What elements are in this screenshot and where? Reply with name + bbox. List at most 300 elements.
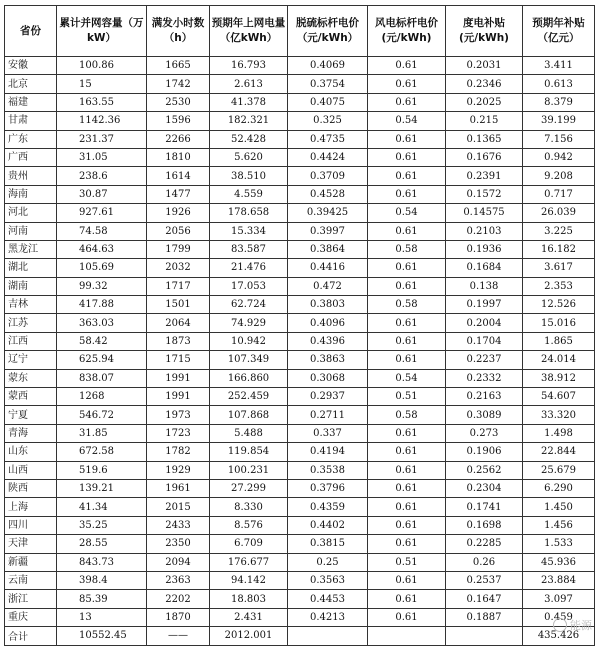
cell-wind-price: 0.61	[368, 57, 446, 75]
cell-coal-price: 0.4424	[288, 148, 368, 166]
cell-wind-price: 0.58	[368, 406, 446, 424]
cell-subsidy-per-kwh: 0.26	[446, 553, 523, 571]
cell-province: 浙江	[5, 590, 57, 608]
cell-subsidy-per-kwh: 0.215	[446, 112, 523, 130]
cell-energy: 182.321	[210, 112, 288, 130]
cell-province: 安徽	[5, 57, 57, 75]
cell-annual-subsidy: 15.016	[523, 314, 595, 332]
cell-energy: 2.613	[210, 75, 288, 93]
cell-wind-price: 0.54	[368, 112, 446, 130]
cell-capacity: 35.25	[57, 516, 147, 534]
table-row	[5, 424, 595, 442]
cell-energy: 16.793	[210, 57, 288, 75]
total-hours: ——	[147, 627, 210, 645]
cell-energy: 8.576	[210, 516, 288, 534]
header-capacity: 累计并网容量（万kW）	[57, 6, 147, 57]
cell-wind-price: 0.51	[368, 388, 446, 406]
cell-hours: 1614	[147, 167, 210, 185]
cell-coal-price: 0.3796	[288, 479, 368, 497]
cell-province: 甘肃	[5, 112, 57, 130]
cell-energy: 100.231	[210, 461, 288, 479]
watermark	[553, 617, 592, 633]
cell-capacity: 31.05	[57, 148, 147, 166]
cell-province: 河南	[5, 222, 57, 240]
cell-hours: 2202	[147, 590, 210, 608]
cell-subsidy-per-kwh: 0.1684	[446, 259, 523, 277]
total-energy: 2012.001	[210, 627, 288, 645]
cell-annual-subsidy: 7.156	[523, 130, 595, 148]
cell-coal-price: 0.3754	[288, 75, 368, 93]
cell-subsidy-per-kwh: 0.2304	[446, 479, 523, 497]
cell-coal-price: 0.4075	[288, 93, 368, 111]
table-row	[5, 240, 595, 258]
cell-hours: 2433	[147, 516, 210, 534]
cell-subsidy-per-kwh: 0.1906	[446, 443, 523, 461]
cell-energy: 18.803	[210, 590, 288, 608]
cell-annual-subsidy: 1.498	[523, 424, 595, 442]
cell-wind-price: 0.61	[368, 571, 446, 589]
cell-energy: 41.378	[210, 93, 288, 111]
cell-hours: 1717	[147, 277, 210, 295]
cell-subsidy-per-kwh: 0.2537	[446, 571, 523, 589]
cell-annual-subsidy: 0.942	[523, 148, 595, 166]
header-energy: 预期年上网电量（亿kWh）	[210, 6, 288, 57]
table-row	[5, 93, 595, 111]
total-annual-subsidy: 435.426	[523, 627, 595, 645]
cell-energy: 52.428	[210, 130, 288, 148]
cell-wind-price: 0.61	[368, 259, 446, 277]
cell-energy: 27.299	[210, 479, 288, 497]
cell-wind-price: 0.61	[368, 75, 446, 93]
cell-province: 蒙东	[5, 369, 57, 387]
cell-subsidy-per-kwh: 0.1365	[446, 130, 523, 148]
cell-coal-price: 0.4396	[288, 332, 368, 350]
cell-annual-subsidy: 39.199	[523, 112, 595, 130]
cell-hours: 1991	[147, 369, 210, 387]
table-row	[5, 351, 595, 369]
cell-province: 海南	[5, 185, 57, 203]
cell-annual-subsidy: 38.912	[523, 369, 595, 387]
header-coal-price: 脱硫标杆电价（元/kWh）	[288, 6, 368, 57]
cell-wind-price: 0.61	[368, 535, 446, 553]
cell-coal-price: 0.4528	[288, 185, 368, 203]
cell-annual-subsidy: 22.844	[523, 443, 595, 461]
cell-hours: 1926	[147, 204, 210, 222]
total-label: 合计	[5, 627, 57, 645]
cell-annual-subsidy: 1.450	[523, 498, 595, 516]
cell-hours: 2064	[147, 314, 210, 332]
cell-annual-subsidy: 1.865	[523, 332, 595, 350]
cell-annual-subsidy: 45.936	[523, 553, 595, 571]
cell-annual-subsidy: 25.679	[523, 461, 595, 479]
cell-province: 湖北	[5, 259, 57, 277]
cell-subsidy-per-kwh: 0.1741	[446, 498, 523, 516]
cell-province: 四川	[5, 516, 57, 534]
total-wind-price	[368, 627, 446, 645]
cell-subsidy-per-kwh: 0.1704	[446, 332, 523, 350]
cell-subsidy-per-kwh: 0.2163	[446, 388, 523, 406]
cell-annual-subsidy: 6.290	[523, 479, 595, 497]
table-row	[5, 479, 595, 497]
cell-coal-price: 0.4416	[288, 259, 368, 277]
cell-hours: 2032	[147, 259, 210, 277]
cell-hours: 1596	[147, 112, 210, 130]
cell-energy: 74.929	[210, 314, 288, 332]
cell-annual-subsidy: 1.533	[523, 535, 595, 553]
table-row	[5, 222, 595, 240]
cell-wind-price: 0.61	[368, 332, 446, 350]
cell-coal-price: 0.4213	[288, 608, 368, 626]
cell-hours: 2056	[147, 222, 210, 240]
cell-annual-subsidy: 16.182	[523, 240, 595, 258]
cell-province: 北京	[5, 75, 57, 93]
cell-wind-price: 0.61	[368, 590, 446, 608]
cell-coal-price: 0.325	[288, 112, 368, 130]
cell-coal-price: 0.2937	[288, 388, 368, 406]
cell-subsidy-per-kwh: 0.2103	[446, 222, 523, 240]
cell-coal-price: 0.4402	[288, 516, 368, 534]
cell-hours: 2266	[147, 130, 210, 148]
cell-hours: 1870	[147, 608, 210, 626]
header-row	[5, 6, 595, 57]
cell-hours: 1477	[147, 185, 210, 203]
cell-subsidy-per-kwh: 0.1647	[446, 590, 523, 608]
cell-annual-subsidy: 3.411	[523, 57, 595, 75]
cell-coal-price: 0.3863	[288, 351, 368, 369]
cell-wind-price: 0.61	[368, 277, 446, 295]
table-row	[5, 369, 595, 387]
cell-annual-subsidy: 0.717	[523, 185, 595, 203]
cell-wind-price: 0.61	[368, 130, 446, 148]
wind-subsidy-table	[4, 5, 595, 646]
cell-coal-price: 0.3563	[288, 571, 368, 589]
cell-subsidy-per-kwh: 0.2004	[446, 314, 523, 332]
cell-province: 河北	[5, 204, 57, 222]
cell-capacity: 85.39	[57, 590, 147, 608]
cell-energy: 5.620	[210, 148, 288, 166]
cell-energy: 119.854	[210, 443, 288, 461]
cell-energy: 2.431	[210, 608, 288, 626]
cell-capacity: 363.03	[57, 314, 147, 332]
cell-capacity: 519.6	[57, 461, 147, 479]
cell-province: 青海	[5, 424, 57, 442]
cell-hours: 2363	[147, 571, 210, 589]
cell-capacity: 15	[57, 75, 147, 93]
cell-province: 陕西	[5, 479, 57, 497]
cell-annual-subsidy: 2.353	[523, 277, 595, 295]
cell-annual-subsidy: 8.379	[523, 93, 595, 111]
cell-capacity: 31.85	[57, 424, 147, 442]
cell-hours: 1501	[147, 296, 210, 314]
cell-hours: 1991	[147, 388, 210, 406]
cell-coal-price: 0.472	[288, 277, 368, 295]
cell-province: 广东	[5, 130, 57, 148]
table-row	[5, 167, 595, 185]
wechat-icon	[553, 618, 567, 632]
cell-coal-price: 0.4359	[288, 498, 368, 516]
cell-coal-price: 0.3864	[288, 240, 368, 258]
cell-energy: 15.334	[210, 222, 288, 240]
table-row	[5, 590, 595, 608]
cell-annual-subsidy: 3.617	[523, 259, 595, 277]
cell-hours: 1715	[147, 351, 210, 369]
cell-capacity: 99.32	[57, 277, 147, 295]
cell-hours: 2094	[147, 553, 210, 571]
cell-coal-price: 0.4453	[288, 590, 368, 608]
cell-hours: 2015	[147, 498, 210, 516]
cell-wind-price: 0.61	[368, 222, 446, 240]
cell-hours: 1723	[147, 424, 210, 442]
cell-subsidy-per-kwh: 0.138	[446, 277, 523, 295]
cell-coal-price: 0.4194	[288, 443, 368, 461]
cell-wind-price: 0.58	[368, 240, 446, 258]
cell-annual-subsidy: 54.607	[523, 388, 595, 406]
table-row	[5, 461, 595, 479]
cell-annual-subsidy: 0.459	[523, 608, 595, 626]
cell-annual-subsidy: 33.320	[523, 406, 595, 424]
cell-coal-price: 0.4096	[288, 314, 368, 332]
cell-wind-price: 0.61	[368, 93, 446, 111]
cell-capacity: 105.69	[57, 259, 147, 277]
cell-hours: 1665	[147, 57, 210, 75]
cell-capacity: 838.07	[57, 369, 147, 387]
table-row	[5, 553, 595, 571]
header-annual-subsidy: 预期年补贴（亿元）	[523, 6, 595, 57]
cell-subsidy-per-kwh: 0.2346	[446, 75, 523, 93]
cell-subsidy-per-kwh: 0.2285	[446, 535, 523, 553]
cell-capacity: 417.88	[57, 296, 147, 314]
cell-wind-price: 0.61	[368, 185, 446, 203]
cell-coal-price: 0.3068	[288, 369, 368, 387]
cell-province: 蒙西	[5, 388, 57, 406]
cell-subsidy-per-kwh: 0.1997	[446, 296, 523, 314]
cell-hours: 1961	[147, 479, 210, 497]
table-row	[5, 388, 595, 406]
cell-annual-subsidy: 3.225	[523, 222, 595, 240]
cell-coal-price: 0.3997	[288, 222, 368, 240]
cell-capacity: 464.63	[57, 240, 147, 258]
cell-energy: 94.142	[210, 571, 288, 589]
cell-province: 贵州	[5, 167, 57, 185]
cell-capacity: 1142.36	[57, 112, 147, 130]
table-row	[5, 296, 595, 314]
cell-annual-subsidy: 24.014	[523, 351, 595, 369]
cell-subsidy-per-kwh: 0.3089	[446, 406, 523, 424]
cell-province: 辽宁	[5, 351, 57, 369]
cell-wind-price: 0.61	[368, 314, 446, 332]
cell-energy: 176.677	[210, 553, 288, 571]
header-hours: 满发小时数（h）	[147, 6, 210, 57]
cell-capacity: 139.21	[57, 479, 147, 497]
cell-coal-price: 0.2711	[288, 406, 368, 424]
cell-capacity: 398.4	[57, 571, 147, 589]
total-capacity: 10552.45	[57, 627, 147, 645]
cell-wind-price: 0.58	[368, 296, 446, 314]
cell-coal-price: 0.3803	[288, 296, 368, 314]
table-row	[5, 112, 595, 130]
cell-annual-subsidy: 3.097	[523, 590, 595, 608]
cell-province: 福建	[5, 93, 57, 111]
cell-energy: 5.488	[210, 424, 288, 442]
cell-subsidy-per-kwh: 0.1887	[446, 608, 523, 626]
cell-wind-price: 0.54	[368, 369, 446, 387]
cell-coal-price: 0.3709	[288, 167, 368, 185]
cell-energy: 17.053	[210, 277, 288, 295]
cell-coal-price: 0.4735	[288, 130, 368, 148]
cell-hours: 1799	[147, 240, 210, 258]
cell-annual-subsidy: 23.884	[523, 571, 595, 589]
table-row	[5, 498, 595, 516]
table-row	[5, 204, 595, 222]
cell-subsidy-per-kwh: 0.2562	[446, 461, 523, 479]
table-row	[5, 277, 595, 295]
cell-energy: 178.658	[210, 204, 288, 222]
cell-annual-subsidy: 0.613	[523, 75, 595, 93]
cell-subsidy-per-kwh: 0.2025	[446, 93, 523, 111]
cell-annual-subsidy: 1.456	[523, 516, 595, 534]
cell-wind-price: 0.54	[368, 204, 446, 222]
cell-capacity: 927.61	[57, 204, 147, 222]
cell-coal-price: 0.39425	[288, 204, 368, 222]
cell-energy: 8.330	[210, 498, 288, 516]
cell-energy: 21.476	[210, 259, 288, 277]
cell-capacity: 231.37	[57, 130, 147, 148]
cell-capacity: 13	[57, 608, 147, 626]
cell-capacity: 625.94	[57, 351, 147, 369]
cell-subsidy-per-kwh: 0.1676	[446, 148, 523, 166]
table-row	[5, 535, 595, 553]
cell-province: 江西	[5, 332, 57, 350]
table-row	[5, 57, 595, 75]
cell-subsidy-per-kwh: 0.273	[446, 424, 523, 442]
cell-subsidy-per-kwh: 0.1572	[446, 185, 523, 203]
cell-annual-subsidy: 9.208	[523, 167, 595, 185]
table-row	[5, 571, 595, 589]
cell-subsidy-per-kwh: 0.14575	[446, 204, 523, 222]
cell-wind-price: 0.61	[368, 516, 446, 534]
cell-energy: 6.709	[210, 535, 288, 553]
header-subsidy-per-kwh: 度电补贴(元/kWh)	[446, 6, 523, 57]
cell-energy: 166.860	[210, 369, 288, 387]
cell-province: 天津	[5, 535, 57, 553]
cell-coal-price: 0.4069	[288, 57, 368, 75]
cell-capacity: 41.34	[57, 498, 147, 516]
cell-capacity: 58.42	[57, 332, 147, 350]
cell-energy: 83.587	[210, 240, 288, 258]
cell-capacity: 1268	[57, 388, 147, 406]
cell-province: 吉林	[5, 296, 57, 314]
table-row	[5, 443, 595, 461]
cell-hours: 1973	[147, 406, 210, 424]
cell-hours: 2530	[147, 93, 210, 111]
cell-energy: 10.942	[210, 332, 288, 350]
cell-energy: 4.559	[210, 185, 288, 203]
cell-hours: 1810	[147, 148, 210, 166]
cell-capacity: 546.72	[57, 406, 147, 424]
cell-province: 湖南	[5, 277, 57, 295]
cell-hours: 1782	[147, 443, 210, 461]
cell-hours: 1929	[147, 461, 210, 479]
cell-coal-price: 0.25	[288, 553, 368, 571]
cell-province: 重庆	[5, 608, 57, 626]
cell-wind-price: 0.51	[368, 553, 446, 571]
table-row	[5, 406, 595, 424]
table-row	[5, 185, 595, 203]
total-coal-price	[288, 627, 368, 645]
table-row	[5, 130, 595, 148]
cell-energy: 38.510	[210, 167, 288, 185]
table-row	[5, 332, 595, 350]
cell-wind-price: 0.61	[368, 148, 446, 166]
cell-energy: 107.349	[210, 351, 288, 369]
table-row	[5, 259, 595, 277]
cell-coal-price: 0.3815	[288, 535, 368, 553]
cell-capacity: 100.86	[57, 57, 147, 75]
watermark-text: 能源	[570, 619, 592, 632]
cell-coal-price: 0.3538	[288, 461, 368, 479]
cell-capacity: 28.55	[57, 535, 147, 553]
cell-hours: 1873	[147, 332, 210, 350]
header-wind-price: 风电标杆电价(元/kWh)	[368, 6, 446, 57]
cell-hours: 1742	[147, 75, 210, 93]
cell-energy: 107.868	[210, 406, 288, 424]
cell-subsidy-per-kwh: 0.2391	[446, 167, 523, 185]
total-row	[5, 627, 595, 645]
cell-wind-price: 0.61	[368, 351, 446, 369]
cell-wind-price: 0.61	[368, 479, 446, 497]
cell-energy: 62.724	[210, 296, 288, 314]
cell-subsidy-per-kwh: 0.1698	[446, 516, 523, 534]
cell-wind-price: 0.61	[368, 498, 446, 516]
total-subsidy-per-kwh	[446, 627, 523, 645]
table-row	[5, 75, 595, 93]
cell-capacity: 672.58	[57, 443, 147, 461]
cell-coal-price: 0.337	[288, 424, 368, 442]
cell-capacity: 74.58	[57, 222, 147, 240]
cell-capacity: 163.55	[57, 93, 147, 111]
cell-province: 山东	[5, 443, 57, 461]
cell-wind-price: 0.61	[368, 461, 446, 479]
cell-province: 广西	[5, 148, 57, 166]
cell-capacity: 30.87	[57, 185, 147, 203]
cell-hours: 2350	[147, 535, 210, 553]
cell-annual-subsidy: 26.039	[523, 204, 595, 222]
subsidy-table-container	[4, 5, 594, 646]
table-row	[5, 608, 595, 626]
cell-wind-price: 0.61	[368, 167, 446, 185]
table-row	[5, 314, 595, 332]
cell-province: 宁夏	[5, 406, 57, 424]
cell-subsidy-per-kwh: 0.2237	[446, 351, 523, 369]
cell-energy: 252.459	[210, 388, 288, 406]
table-row	[5, 516, 595, 534]
cell-wind-price: 0.61	[368, 443, 446, 461]
header-province: 省份	[5, 6, 57, 57]
cell-wind-price: 0.61	[368, 424, 446, 442]
cell-province: 新疆	[5, 553, 57, 571]
table-row	[5, 148, 595, 166]
cell-capacity: 238.6	[57, 167, 147, 185]
cell-province: 上海	[5, 498, 57, 516]
cell-wind-price: 0.61	[368, 608, 446, 626]
cell-province: 江苏	[5, 314, 57, 332]
cell-subsidy-per-kwh: 0.2031	[446, 57, 523, 75]
cell-subsidy-per-kwh: 0.1936	[446, 240, 523, 258]
cell-subsidy-per-kwh: 0.2332	[446, 369, 523, 387]
cell-annual-subsidy: 12.526	[523, 296, 595, 314]
cell-province: 黑龙江	[5, 240, 57, 258]
cell-capacity: 843.73	[57, 553, 147, 571]
